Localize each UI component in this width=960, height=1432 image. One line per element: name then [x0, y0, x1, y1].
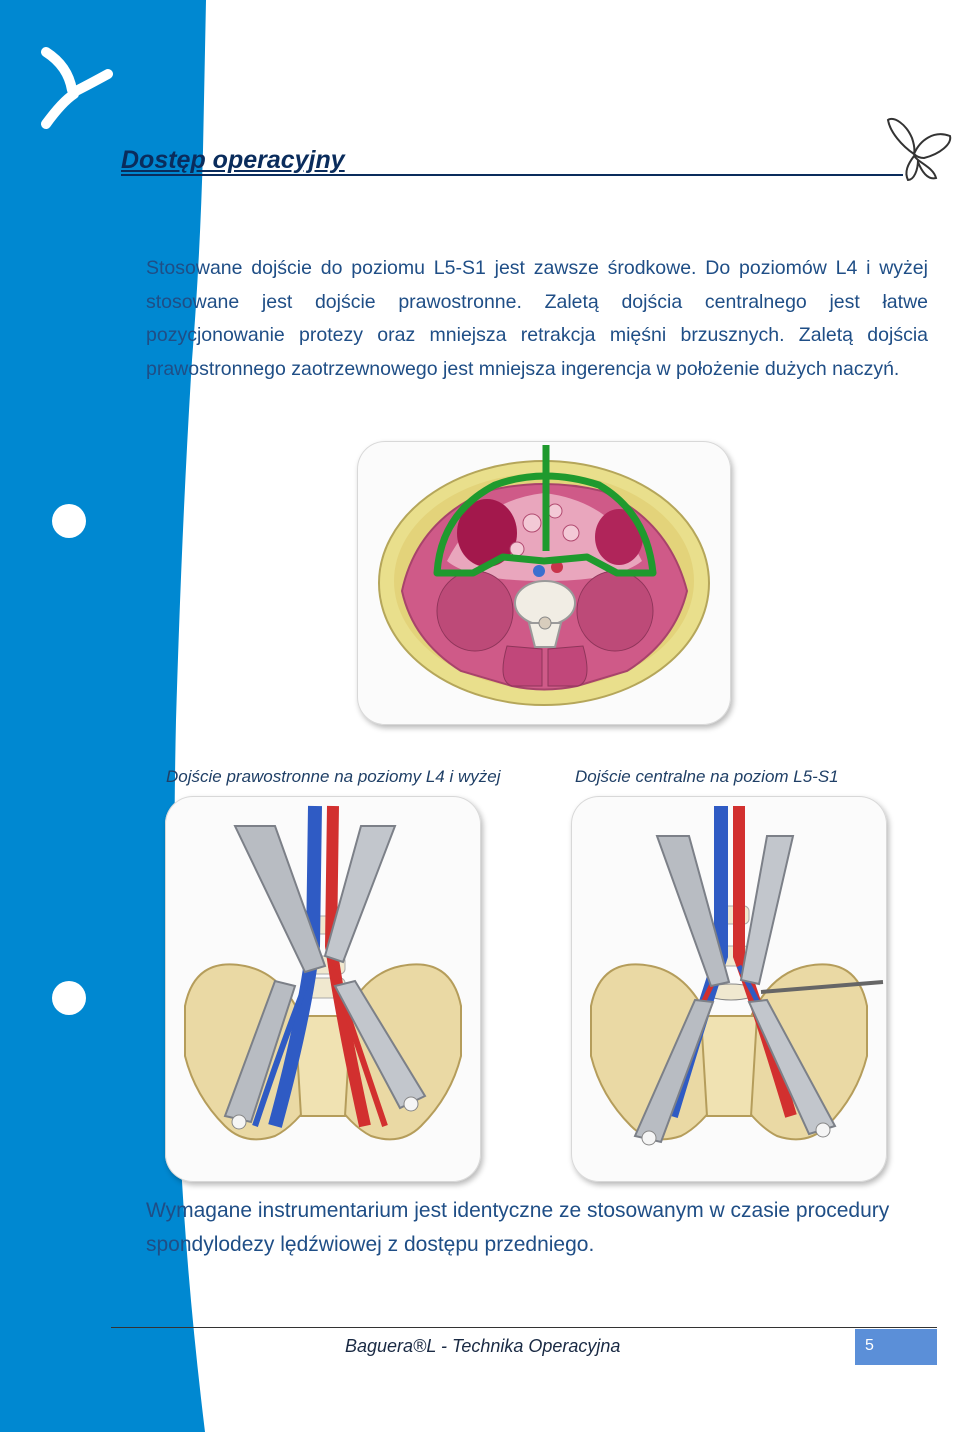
- caption-central-approach: Dojście centralne na poziom L5-S1: [575, 767, 839, 786]
- instrumentation-paragraph: Wymagane instrumentarium jest identyczne ze stosowanym w czasie procedury spondylodezy lędźwiowej z dostępu przedniego.: [146, 1199, 890, 1256]
- cross-section-illustration: [357, 441, 731, 725]
- intro-paragraph: Stosowane dojście do poziomu L5-S1 jest zawsze środkowe. Do poziomów L4 i wyżej stosowane jest dojście prawostronne. Zaletą dojścia centralnego jest łatwe pozycjonowanie protezy oraz mniejsza retrakcja mięśni brzusznych. Zaletą dojścia prawostronnego zaotrzewnowego jest mniejsza ingerencja w położenie dużych naczyń.: [146, 257, 928, 380]
- logo-icon: [38, 46, 114, 130]
- footer-divider: [111, 1327, 937, 1328]
- title-underline: [121, 174, 903, 176]
- cross-section-figure: [357, 441, 731, 725]
- decorative-dot-bottom: [52, 981, 86, 1015]
- pelvis-illustration-left: [165, 796, 481, 1182]
- footer-document-title: Baguera®L - Technika Operacyjna: [345, 1336, 621, 1356]
- central-approach-figure: [571, 796, 887, 1182]
- page-number-box: [855, 1329, 937, 1365]
- page-title: Dostęp operacyjny: [121, 146, 345, 174]
- pelvis-illustration-right: [571, 796, 887, 1182]
- caption-right-lateral-approach: Dojście prawostronne na poziomy L4 i wyżej: [166, 767, 501, 786]
- decorative-dot-top: [52, 504, 86, 538]
- right-lateral-approach-figure: [165, 796, 481, 1182]
- page-number: 5: [865, 1337, 874, 1354]
